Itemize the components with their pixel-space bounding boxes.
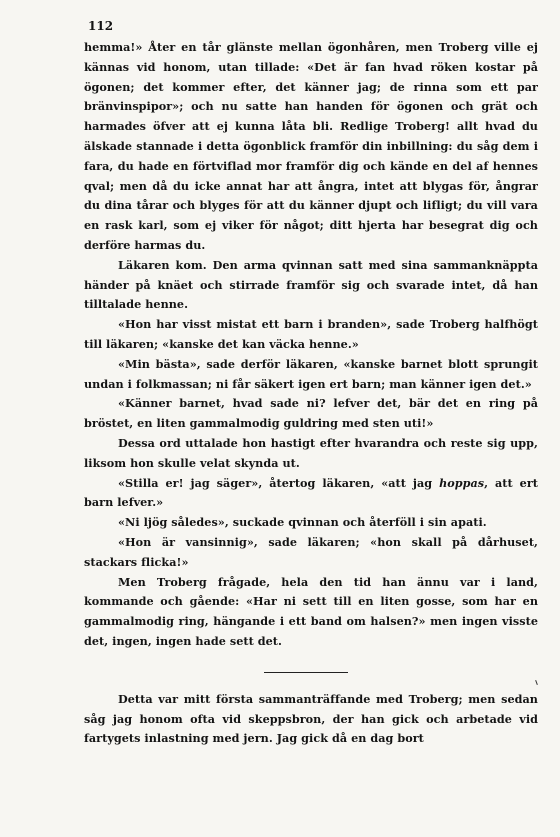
paragraph-text: «Hon har visst mistat ett barn i branden», sade Troberg halfhögt till läkaren; «kanske det kan väcka henne.» [84,317,538,351]
paragraph [84,533,538,573]
section-divider [84,652,538,690]
page-number: 112 [88,19,114,33]
paragraph [84,434,538,474]
paragraph-text: «Känner barnet, hvad sade ni? lefver det, bär det en ring på bröstet, en liten gammalmodig guldring med sten uti!» [84,396,538,431]
paragraph [84,474,538,514]
paragraph-text: , att ert barn lefver.» [84,475,538,510]
divider-rule [264,672,348,673]
after-divider-text [84,690,538,749]
paragraph [84,394,538,434]
paragraph-text: Läkaren kom. Den arma qvinnan satt med sina sammanknäppta händer på knäet och stirrade framför sig och svarade intet, då han tilltalade henne. [84,257,538,312]
paragraph [84,573,538,652]
paragraph [84,38,538,256]
paragraph-text: «Ni ljög således», suckade qvinnan och återföll i sin apati. [118,515,487,530]
main-text [84,38,538,652]
paragraph [84,256,538,315]
paragraph-text: Men Troberg frågade, hela den tid han ännu var i land, kommande och gående: «Har ni sett till en liten gosse, som har en gammalmodig ring, hängande i ett band om halsen?» men ingen visste det, ingen, ingen hade sett det. [84,574,538,648]
paragraph-text: «Stilla er! jag säger», återtog läkaren, «att jag [118,475,440,490]
paragraph [84,513,538,533]
paragraph-text: Dessa ord uttalade hon hastigt efter hvarandra och reste sig upp, liksom hon skulle velat skynda ut. [84,435,538,470]
print-mark [535,680,538,685]
paragraph-text: «Min bästa», sade derför läkaren, «kanske barnet blott sprungit undan i folkmassan; ni får säkert igen ert barn; man känner igen det.» [84,356,538,391]
paragraph-text: hemma!» Åter en tår glänste mellan ögonhåren, men Troberg ville ej kännas vid honom, utan tillade: «Det är fan hvad röken kostar på ögonen; det kommer efter, det känner jag; de rinna som ett par bränvinspipor»; och nu satte han handen för ögonen och grät och harmades öfver att ej kunna låta bli. Redlige Troberg! allt hvad du älskade stannade i detta ögonblick framför din inbillning: du såg dem i fara, du hade en förtviflad mor framför dig och kände en del af hennes qval; men då du icke annat har att ångra, intet att blygas för, ångrar du dina tårar och blyges för att du känner djupt och lifligt; du vill vara en rask karl, som ej viker för något; ditt hjerta har besegrat dig och derföre harmas du. [84,40,538,252]
paragraph [84,690,538,749]
emphasis-text: hoppas [439,475,485,490]
paragraph [84,315,538,355]
paragraph-text: Detta var mitt första sammanträffande med Troberg; men sedan såg jag honom ofta vid skeppsbron, der han gick och arbetade vid fartygets inlastning med jern. Jag gick då en dag bort [84,691,538,746]
paragraph [84,355,538,395]
book-page [84,14,538,749]
paragraph-text: «Hon är vansinnig», sade läkaren; «hon skall på dårhuset, stackars flicka!» [84,534,538,569]
